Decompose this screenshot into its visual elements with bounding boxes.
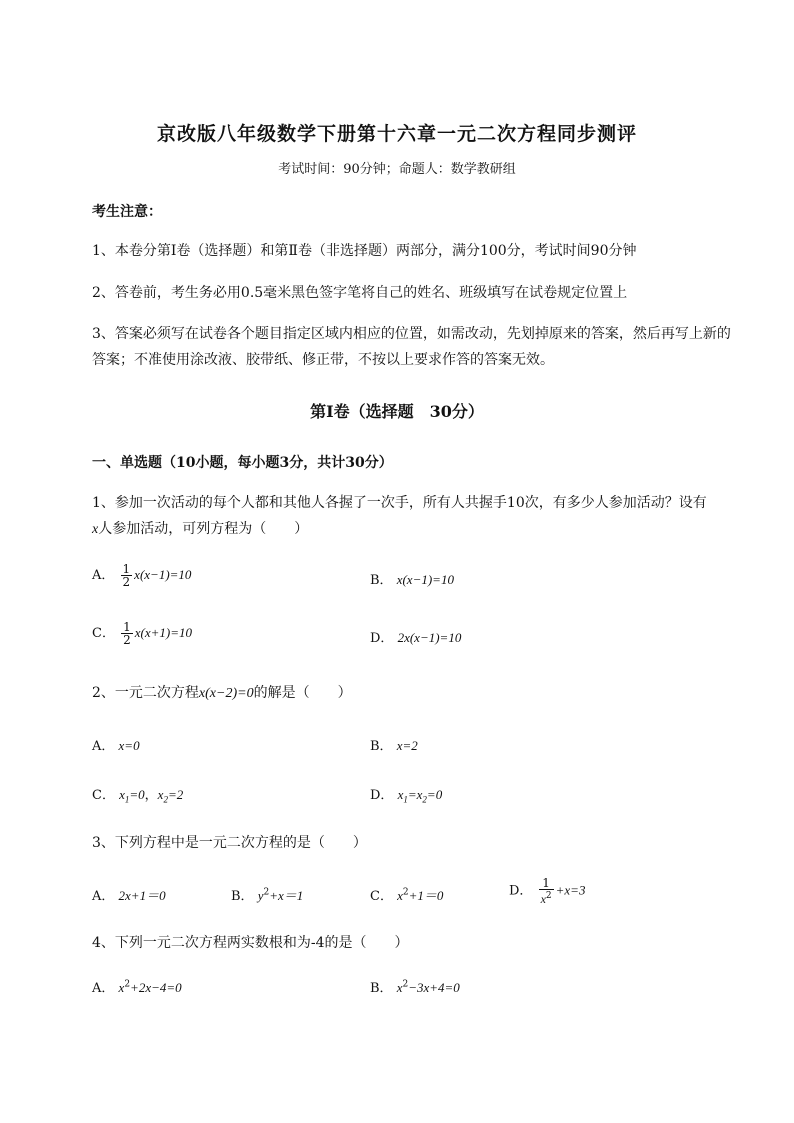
question-1-option-a[interactable]	[92, 563, 191, 588]
exam-info: 考试时间：90分钟；命题人：数学教研组	[278, 162, 516, 177]
question-2-option-b[interactable]	[370, 735, 418, 754]
exponent: 2	[263, 887, 270, 898]
option-expression: x(x−1)=10	[396, 572, 454, 587]
question-1-stem-text-a: 1、参加一次活动的每个人都和其他人各握了一次手，所有人共握手10次，有多少人参加活动？设有	[92, 495, 707, 511]
question-2-option-a[interactable]	[92, 735, 140, 754]
question-1-stem-text-b: 人参加活动，可列方程为（ ）	[98, 521, 309, 537]
subscript: 2	[163, 794, 168, 805]
option-label: A．	[92, 889, 115, 904]
question-group-title: 一、单选题（10小题，每小题3分，共计30分）	[92, 455, 393, 471]
question-1-stem	[92, 490, 742, 543]
question-4-option-b[interactable]	[370, 977, 460, 996]
variable-x: x	[119, 787, 125, 802]
question-3-stem: 3、下列方程中是一元二次方程的是（ ）	[92, 835, 367, 851]
option-expression: +x＝1	[269, 888, 304, 903]
option-expression: x(x+1)=10	[134, 625, 192, 640]
question-1-option-b[interactable]	[370, 569, 454, 588]
option-label: B．	[370, 739, 393, 754]
question-2-option-c[interactable]	[92, 784, 183, 805]
question-4-stem: 4、下列一元二次方程两实数根和为-4的是（ ）	[92, 935, 409, 951]
option-expression: 2x(x−1)=10	[397, 630, 462, 645]
variable-x: x	[396, 980, 403, 995]
variable-x: x	[157, 787, 164, 802]
variable-x: x	[397, 888, 403, 903]
fraction-denominator	[539, 890, 554, 905]
fraction-numerator: 1	[123, 620, 131, 634]
notice-heading: 考生注意：	[92, 204, 162, 220]
value: =2	[167, 787, 184, 802]
variable-x: x	[540, 892, 546, 906]
value: =0	[426, 787, 443, 802]
option-label: B．	[370, 981, 393, 996]
fraction	[539, 877, 554, 905]
exponent: 2	[402, 887, 409, 898]
question-3-option-d[interactable]	[509, 877, 585, 905]
option-expression: x(x−1)=10	[134, 567, 192, 582]
notice-item-2: 2、答卷前，考生务必用0.5毫米黑色签字笔将自己的姓名、班级填写在试卷规定位置上	[92, 285, 628, 301]
option-expression: x=0	[118, 738, 140, 753]
variable-x: x	[416, 787, 423, 802]
question-3-option-b[interactable]	[231, 885, 303, 904]
question-1-stem-variable: x	[92, 522, 99, 537]
value: =0	[129, 787, 145, 802]
subscript: 1	[403, 794, 408, 805]
subscript: 1	[124, 794, 130, 805]
fraction-denominator: 2	[122, 575, 131, 589]
option-label: D．	[509, 883, 533, 899]
option-label: D．	[370, 788, 394, 803]
fraction-numerator: 1	[539, 877, 554, 890]
option-expression: +1＝0	[408, 888, 444, 903]
option-label: B．	[370, 573, 393, 588]
question-1-option-d[interactable]	[370, 627, 461, 646]
page-title: 京改版八年级数学下册第十六章一元二次方程同步测评	[156, 123, 637, 145]
exponent: 2	[402, 979, 409, 990]
variable-x: x	[118, 980, 125, 995]
question-3-option-a[interactable]	[92, 885, 166, 904]
option-label: A．	[92, 568, 115, 583]
fraction	[121, 621, 133, 646]
option-label: C．	[370, 889, 393, 904]
option-label: A．	[92, 981, 115, 996]
section-title: 第I卷（选择题 30分）	[310, 402, 484, 421]
option-label: A．	[92, 739, 115, 754]
exponent: 2	[124, 979, 131, 990]
question-1-option-c[interactable]	[92, 621, 192, 646]
option-expression: +2x−4=0	[130, 980, 182, 995]
exponent: 2	[545, 891, 552, 901]
option-label: D．	[370, 631, 394, 646]
variable-x: x	[397, 787, 404, 802]
question-2-stem-text-b: 的解是（ ）	[253, 685, 352, 701]
subscript: 2	[422, 794, 427, 805]
option-label: C．	[92, 788, 115, 803]
option-expression: 2x+1＝0	[118, 888, 166, 903]
fraction-numerator: 1	[122, 562, 131, 576]
equals: =	[407, 787, 417, 802]
question-2-stem	[92, 680, 352, 707]
option-expression: −3x+4=0	[408, 980, 460, 995]
separator: ，	[144, 788, 158, 803]
question-2-stem-text-a: 2、一元二次方程	[92, 685, 199, 701]
question-4-option-a[interactable]	[92, 977, 182, 996]
question-2-stem-expression: x(x−2)=0	[198, 686, 254, 701]
option-expression: +x=3	[555, 882, 586, 898]
notice-item-1: 1、本卷分第I卷（选择题）和第Ⅱ卷（非选择题）两部分，满分100分，考试时间90分钟	[92, 243, 637, 259]
fraction	[121, 563, 133, 588]
option-expression: x=2	[396, 738, 418, 753]
option-label: C．	[92, 626, 115, 641]
fraction-denominator: 2	[123, 633, 131, 647]
question-2-option-d[interactable]	[370, 784, 442, 805]
variable-y: y	[257, 888, 264, 903]
question-3-option-c[interactable]	[370, 885, 443, 904]
option-label: B．	[231, 889, 254, 904]
notice-item-3: 3、答案必须写在试卷各个题目指定区域内相应的位置，如需改动，先划掉原来的答案，然后再写上新的答案；不准使用涂改液、胶带纸、修正带，不按以上要求作答的答案无效。	[92, 326, 731, 368]
